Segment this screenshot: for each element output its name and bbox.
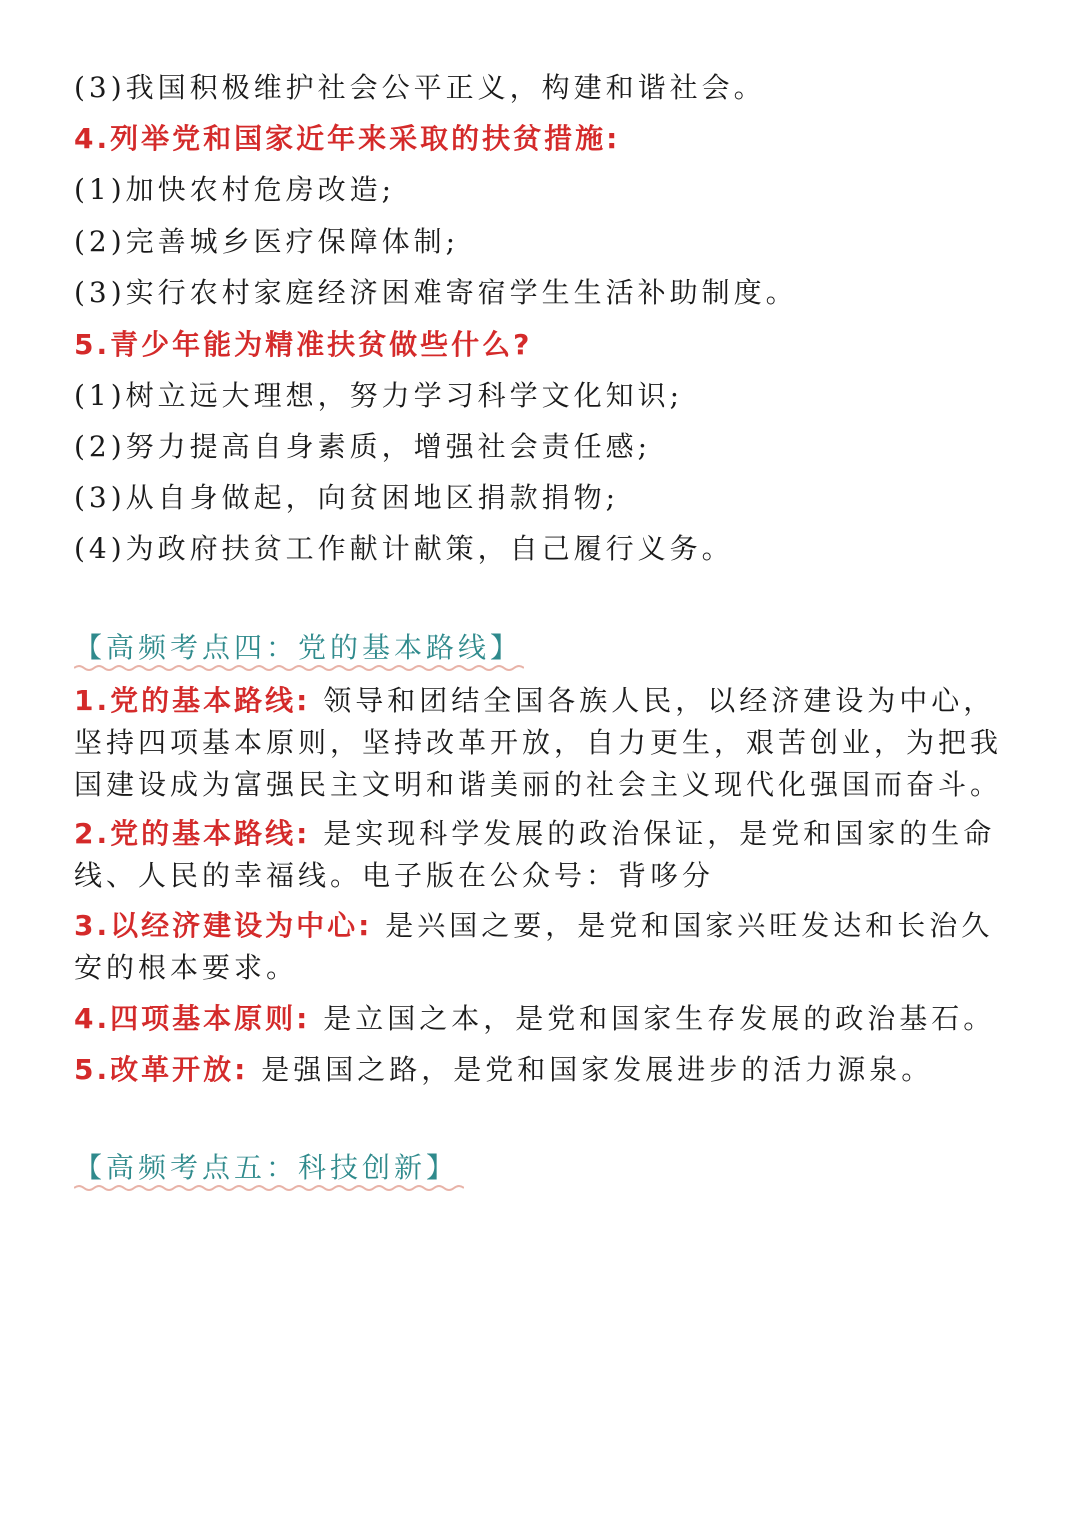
list-item: (2)努力提高自身素质，增强社会责任感; <box>74 430 652 463</box>
point-label: 5.改革开放: <box>74 1053 249 1086</box>
point-label: 2.党的基本路线: <box>74 817 311 850</box>
point-text: 是立国之本，是党和国家生存发展的政治基石。 <box>310 1002 996 1035</box>
list-item: (2)完善城乡医疗保障体制; <box>74 225 460 258</box>
point-paragraph <box>74 813 1014 897</box>
section-title: 【高频考点五：科技创新】 <box>74 1151 459 1184</box>
point-paragraph <box>74 680 1014 806</box>
list-item: (4)为政府扶贫工作献计献策，自己履行义务。 <box>74 532 734 565</box>
list-item: (1)树立远大理想，努力学习科学文化知识; <box>74 379 684 412</box>
point-text: 领导和团结全国各族人民，以经济建设为中心，坚持四项基本原则，坚持改革开放，自力更生，艰苦创业，为把我国建设成为富强民主文明和谐美丽的社会主义现代化强国而奋斗。 <box>74 684 1003 801</box>
point-text: 是兴国之要，是党和国家兴旺发达和长治久安的根本要求。 <box>74 909 994 984</box>
list-item: (3)从自身做起，向贫困地区捐款捐物; <box>74 481 620 514</box>
list-item: (3)实行农村家庭经济困难寄宿学生生活补助制度。 <box>74 276 798 309</box>
wavy-underline <box>74 664 524 672</box>
question-heading: 5.青少年能为精准扶贫做些什么? <box>74 328 533 361</box>
list-item: (1)加快农村危房改造; <box>74 173 396 206</box>
point-paragraph <box>74 1049 1014 1091</box>
wavy-underline <box>74 1184 464 1192</box>
point-label: 4.四项基本原则: <box>74 1002 311 1035</box>
section-title: 【高频考点四：党的基本路线】 <box>74 631 523 664</box>
question-heading: 4.列举党和国家近年来采取的扶贫措施: <box>74 122 621 155</box>
point-paragraph <box>74 905 1014 989</box>
point-label: 1.党的基本路线: <box>74 684 311 717</box>
point-text: 是实现科学发展的政治保证，是党和国家的生命线、人民的幸福线。电子版在公众号：背哆分 <box>74 817 996 892</box>
point-label: 3.以经济建设为中心: <box>74 909 373 942</box>
list-item: (3)我国积极维护社会公平正义，构建和谐社会。 <box>74 71 766 104</box>
point-paragraph <box>74 998 1014 1040</box>
point-text: 是强国之路，是党和国家发展进步的活力源泉。 <box>248 1053 934 1086</box>
